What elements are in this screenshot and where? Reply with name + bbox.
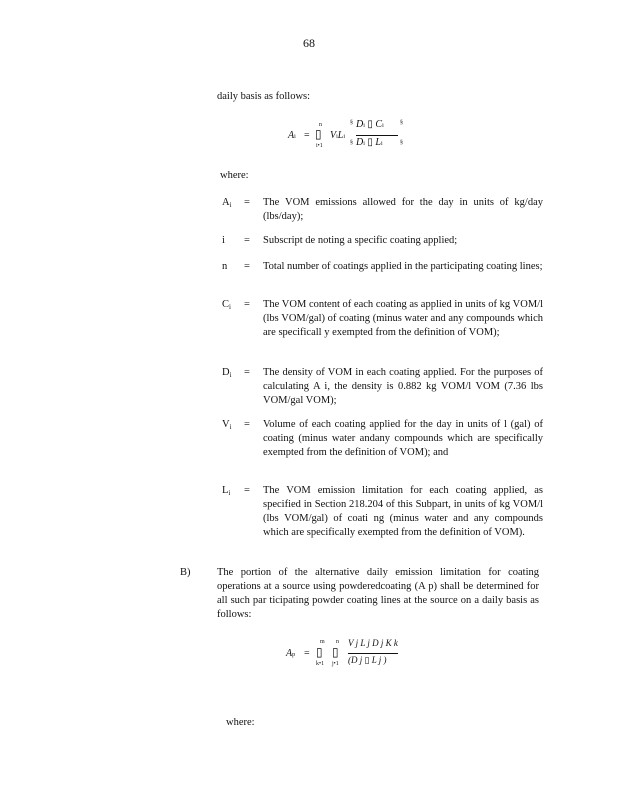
definition-a <box>222 196 544 224</box>
formula-a-term2: L <box>337 130 344 141</box>
formula-a-num-c: C <box>375 119 383 130</box>
formula-b-sum2-lower: j•1 <box>332 661 339 667</box>
formula-a-lhs: A <box>288 130 295 141</box>
formula-a <box>288 118 408 152</box>
where-label-2: where: <box>226 717 255 728</box>
definition-text: The density of VOM in each coating applied. For the purposes of calculating A i, the density is 0.882 kg VOM/l VOM (7.36 lbs VOM/gal VOM); <box>263 367 543 406</box>
definition-symbol: L <box>222 485 229 496</box>
formula-b-lhs-sub: p <box>292 652 296 658</box>
definition-symbol: C <box>222 299 230 310</box>
section-b-text: The portion of the alternative daily emission limitation for coating operations at a source using powderedcoating (A p) shall be determined for all such par ticipating powder coating lines at the source on a daily basis as follows: <box>217 567 539 620</box>
page-number: 68 <box>303 36 315 50</box>
formula-a-term: V <box>330 130 337 141</box>
definition-equals: = <box>244 485 250 496</box>
formula-a-lhs-sub: i <box>294 134 296 140</box>
definition-text: Total number of coatings applied in the participating coating lines; <box>263 261 543 272</box>
formula-a-bracket-right-icon: § <box>400 120 403 126</box>
formula-a-bracket-left-icon: § <box>350 120 353 126</box>
definition-symbol-sub: i <box>229 201 232 209</box>
formula-b-sum2-icon: ▯ <box>332 645 339 659</box>
definition-text: Volume of each coating applied for the day in units of l (gal) of coating (minus water andany compounds which are specifically exempted from the definition of VOM); and <box>263 419 543 458</box>
formula-b-sum2-upper: n <box>336 639 339 645</box>
formula-a-num-d: D <box>356 119 364 130</box>
where-label-1: where: <box>220 170 249 181</box>
definition-symbol: n <box>222 261 228 272</box>
definition-text: The VOM content of each coating as applied in units of kg VOM/l (lbs VOM/gal) of coating (minus water and any compounds which are specificall y exempted from the definition of VOM); <box>263 299 543 338</box>
formula-b-fraction-bar <box>348 653 398 654</box>
definition-symbol: V <box>222 419 230 430</box>
formula-a-term2-sub: i <box>343 134 346 140</box>
definition-equals: = <box>244 419 250 430</box>
definition-equals: = <box>244 367 250 378</box>
definition-symbol: i <box>222 235 225 246</box>
formula-b-sum1-lower: k•1 <box>316 661 325 667</box>
definition-symbol: D <box>222 367 230 378</box>
definition-l <box>222 484 544 554</box>
formula-a-equals: = <box>304 130 310 141</box>
definition-equals: = <box>244 299 250 310</box>
formula-b-sum1-icon: ▯ <box>316 645 323 659</box>
definition-symbol: A <box>222 197 230 208</box>
definition-text: The VOM emission limitation for each coating applied, as specified in Section 218.204 of this Subpart, in units of kg VOM/l (lbs VOM/gal) of coati ng (minus water and any compounds which are specifically exempted from the definition of VOM). <box>263 485 543 538</box>
definition-equals: = <box>244 235 250 246</box>
definition-text: The VOM emissions allowed for the day in units of kg/day (lbs/day); <box>263 197 543 222</box>
definition-d <box>222 366 544 408</box>
section-b-label: B) <box>180 567 191 578</box>
definition-symbol-sub: i <box>229 303 231 311</box>
formula-a-sum-lower: i•1 <box>316 143 323 149</box>
formula-a-den-l-sub: i <box>380 141 383 147</box>
definition-symbol-sub: i <box>228 489 231 497</box>
formula-a-sum-icon: ▯ <box>315 127 322 141</box>
formula-a-num-d-sub: i <box>363 123 365 129</box>
definition-v <box>222 418 544 474</box>
formula-b-numerator: V j L j D j K k <box>348 638 398 648</box>
formula-a-den-d: D <box>356 137 364 148</box>
formula-b-equals: = <box>304 648 310 659</box>
definition-equals: = <box>244 261 250 272</box>
definition-i <box>222 234 544 248</box>
formula-a-den-op: ▯ <box>367 137 373 148</box>
formula-a-bracket-right-bottom-icon: § <box>400 140 403 146</box>
formula-b-denominator: (D j ▯ L j ) <box>348 655 387 665</box>
formula-b <box>286 636 416 672</box>
formula-a-bracket-left-bottom-icon: § <box>350 140 353 146</box>
formula-a-num-c-sub: i <box>382 123 384 129</box>
formula-a-sum-upper: n <box>319 122 322 128</box>
formula-a-num-op: ▯ <box>367 119 373 130</box>
definition-c <box>222 298 544 354</box>
formula-a-term-sub: i <box>336 134 338 140</box>
intro-text: daily basis as follows: <box>217 91 311 102</box>
formula-a-fraction-bar <box>356 135 398 136</box>
definition-symbol-sub: i <box>229 371 232 379</box>
definition-n <box>222 260 544 288</box>
formula-b-sum1-upper: m <box>320 639 325 645</box>
formula-a-den-d-sub: i <box>363 141 365 147</box>
formula-b-lhs: A <box>286 648 293 659</box>
definition-symbol-sub: i <box>229 423 232 431</box>
definition-text: Subscript de noting a specific coating applied; <box>263 235 458 246</box>
definition-equals: = <box>244 197 250 208</box>
formula-a-den-l: L <box>375 137 381 148</box>
